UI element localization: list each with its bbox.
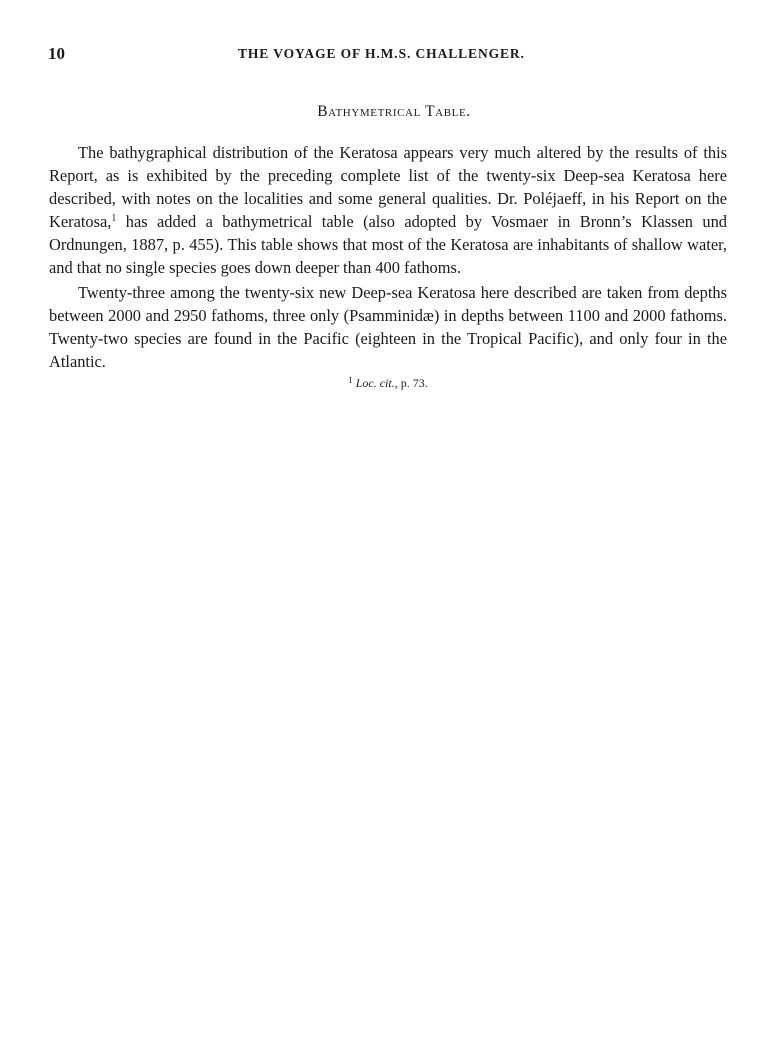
- page-number: 10: [48, 44, 65, 63]
- running-title: THE VOYAGE OF H.M.S. CHALLENGER.: [238, 46, 525, 61]
- paragraph-2: Twenty-three among the twenty-six new Deep-sea Keratosa here described are taken from depths between 2000 and 2950 fathoms, three only (Psamminidæ) in depths between 1100 and 2000 fathoms. Twenty-two species are found in the Pacific (eighteen in the Tropical Pacific), and only four in the Atlantic.: [49, 282, 727, 371]
- body-text: [49, 141, 727, 373]
- footnote-reference: 1: [111, 213, 117, 225]
- footnote: [0, 375, 776, 391]
- footnote-citation: Loc. cit.: [355, 376, 395, 390]
- paragraph-1-text-start: The bathygraphical distribution of the Keratosa appears very much altered by the results of this Report, as is exhibited by the preceding complete list of the twenty-six Deep-sea Keratosa here described, with notes on the localities and some general qualities. Dr. Poléjaeff, in his Report on the Keratosa,: [49, 143, 727, 232]
- running-head: [48, 44, 728, 66]
- footnote-mark: 1: [348, 375, 353, 385]
- section-heading: Bathymetrical Table.: [317, 103, 471, 120]
- paragraph-1-text-end: has added a bathymetrical table (also adopted by Vosmaer in Bronn’s Klassen und Ordnungen, 1887, p. 455). This table shows that most of the Keratosa are inhabitants of shallow water, and that no single species goes down deeper than 400 fathoms.: [49, 212, 727, 278]
- paragraph-1: [49, 141, 727, 280]
- footnote-page-ref: , p. 73.: [394, 376, 428, 390]
